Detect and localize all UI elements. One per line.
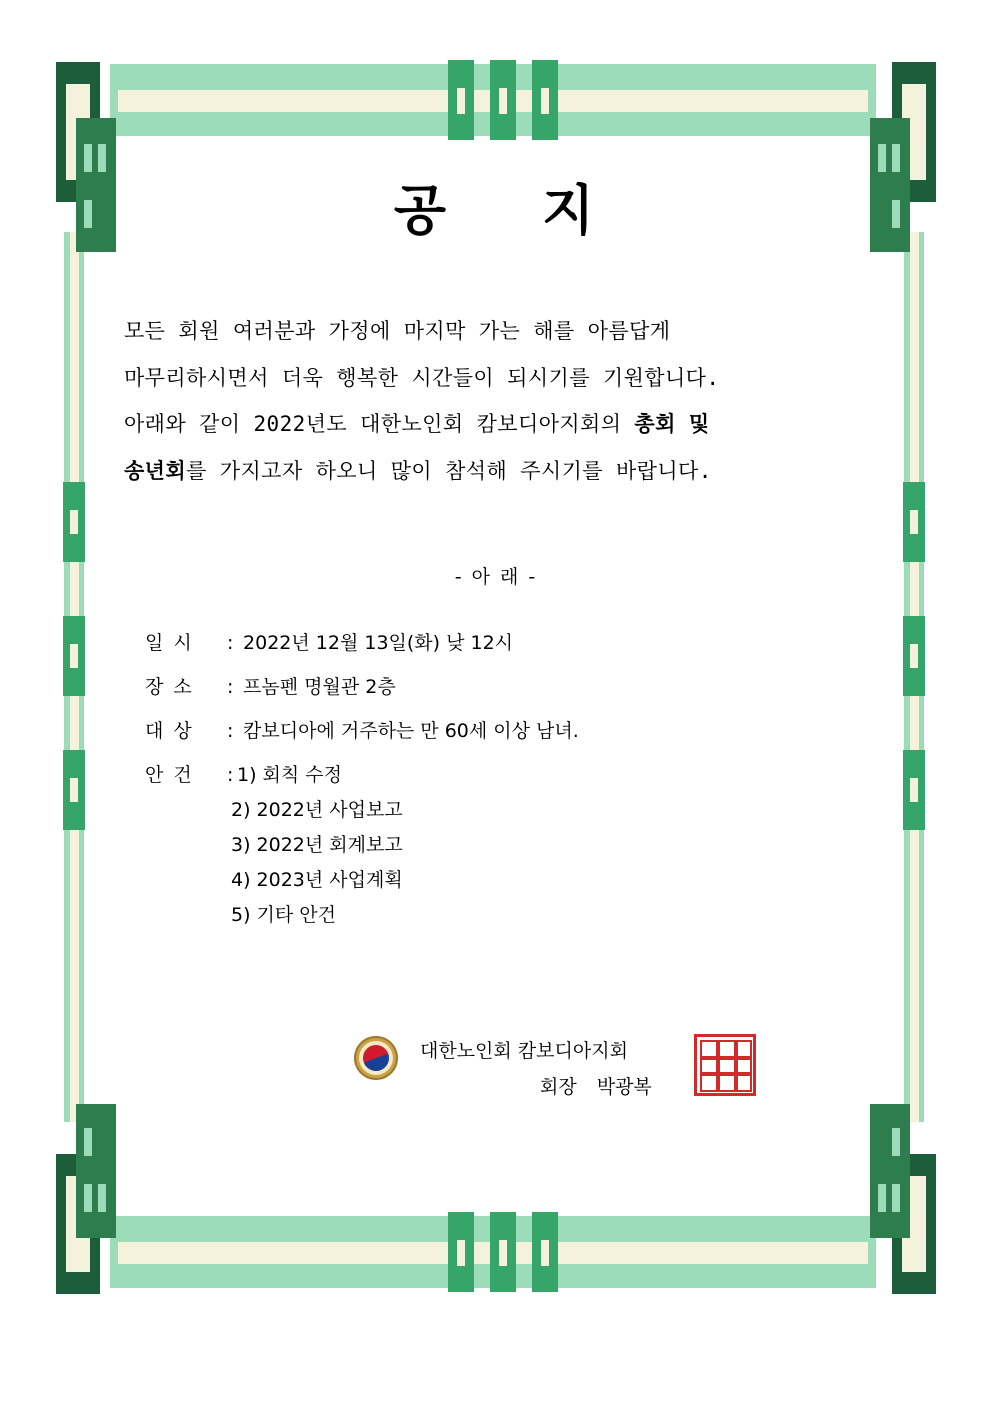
detail-label: 일 시 bbox=[145, 632, 194, 654]
intro-line bbox=[124, 401, 844, 448]
frame-knot bbox=[532, 1212, 558, 1292]
title-char-left: 공 bbox=[393, 179, 450, 242]
detail-value: 2022년 12월 13일(화) 낮 12시 bbox=[243, 632, 514, 654]
agenda-list bbox=[231, 760, 403, 935]
page-title bbox=[0, 168, 992, 245]
frame-knot bbox=[532, 60, 558, 140]
intro-line bbox=[124, 448, 844, 495]
frame-knot bbox=[903, 482, 925, 562]
frame-knot bbox=[448, 1212, 474, 1292]
detail-row-datetime bbox=[145, 628, 579, 672]
frame-knot bbox=[448, 60, 474, 140]
detail-label: 대 상 bbox=[145, 720, 194, 742]
frame-knot bbox=[903, 616, 925, 696]
detail-row-target bbox=[145, 716, 579, 760]
title-char-right: 지 bbox=[542, 179, 599, 242]
intro-line: 모든 회원 여러분과 가정에 마지막 가는 해를 아름답게 bbox=[124, 319, 671, 343]
intro-paragraph bbox=[124, 308, 844, 494]
agenda-item: 1) 회칙 수정 bbox=[237, 764, 342, 786]
detail-colon: : bbox=[227, 676, 234, 698]
frame-knot bbox=[63, 616, 85, 696]
intro-text: 를 가지고자 하오니 많이 참석해 주시기를 바랍니다. bbox=[186, 458, 712, 483]
intro-emphasis: 송년회 bbox=[124, 458, 187, 483]
president-name: 박광복 bbox=[596, 1076, 652, 1098]
agenda-item: 3) 2022년 회계보고 bbox=[231, 834, 403, 856]
detail-colon: : bbox=[227, 764, 234, 786]
intro-text: 아래와 같이 2022년도 대한노인회 캄보디아지회의 bbox=[124, 412, 635, 436]
agenda-item: 2) 2022년 사업보고 bbox=[231, 799, 403, 821]
organization-name: 대한노인회 캄보디아지회 bbox=[420, 1040, 628, 1062]
frame-knot bbox=[903, 750, 925, 830]
detail-value: 캄보디아에 거주하는 만 60세 이상 남녀. bbox=[243, 720, 579, 742]
detail-row-place bbox=[145, 672, 579, 716]
frame-knot bbox=[490, 60, 516, 140]
frame-knot bbox=[63, 750, 85, 830]
frame-corner-bottom-right bbox=[816, 1104, 936, 1294]
detail-label: 안 건 bbox=[145, 764, 194, 786]
seal-stamp-icon bbox=[694, 1034, 756, 1096]
detail-label: 장 소 bbox=[145, 676, 194, 698]
president-title: 회장 bbox=[540, 1076, 577, 1098]
detail-value: 프놈펜 명월관 2층 bbox=[243, 676, 396, 698]
intro-line: 마무리하시면서 더욱 행복한 시간들이 되시기를 기원합니다. bbox=[124, 365, 720, 390]
frame-corner-bottom-left bbox=[56, 1104, 176, 1294]
association-emblem-icon bbox=[354, 1036, 398, 1080]
president-line bbox=[540, 1072, 652, 1099]
detail-colon: : bbox=[227, 632, 234, 654]
section-marker: - 아 래 - bbox=[454, 566, 538, 588]
intro-emphasis: 총회 및 bbox=[634, 412, 710, 436]
agenda-item: 4) 2023년 사업계획 bbox=[231, 869, 403, 891]
agenda-item: 5) 기타 안건 bbox=[231, 904, 336, 926]
frame-knot bbox=[490, 1212, 516, 1292]
detail-colon: : bbox=[227, 720, 234, 742]
frame-knot bbox=[63, 482, 85, 562]
